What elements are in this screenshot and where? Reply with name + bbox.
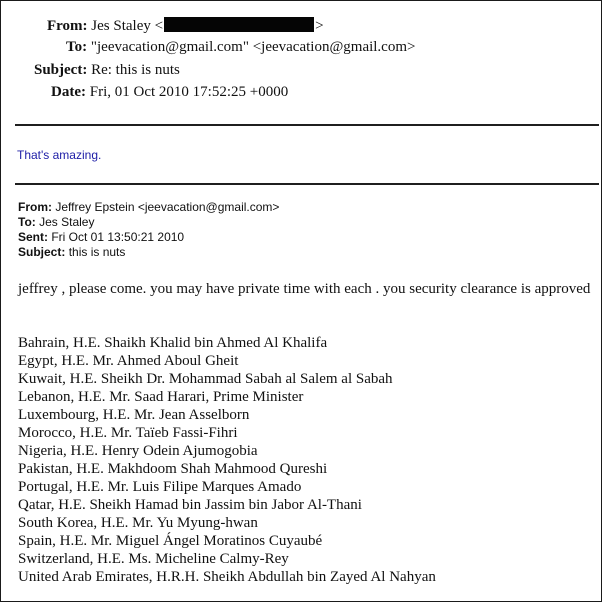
quoted-subject-label: Subject: [18,245,66,259]
quoted-from-label: From: [18,200,52,214]
quoted-to-label: To: [18,215,36,229]
attendee-list [18,334,436,586]
list-item: Luxembourg, H.E. Mr. Jean Asselborn [18,407,250,423]
redaction-bar [164,17,314,32]
quoted-subject-row [18,245,125,259]
list-item: Bahrain, H.E. Shaikh Khalid bin Ahmed Al Khalifa [18,335,328,351]
quoted-subject-value: this is nuts [68,245,126,259]
header-to-value: "jeevacation@gmail.com" <jeevacation@gmail.com> [90,39,416,55]
quoted-to-value: Jes Staley [39,215,95,229]
list-item: Nigeria, H.E. Henry Odein Ajumogobia [18,443,258,459]
quote-divider [15,183,599,185]
list-item: Kuwait, H.E. Sheikh Dr. Mohammad Sabah al Salem al Sabah [18,371,393,387]
list-item: South Korea, H.E. Mr. Yu Myung-hwan [18,515,258,531]
quoted-sent-label: Sent: [18,230,48,244]
header-to-label: To: [66,39,88,55]
list-item: Portugal, H.E. Mr. Luis Filipe Marques Amado [18,479,302,495]
quoted-body-text: jeffrey , please come. you may have private time with each . you security clearance is approved [18,281,591,297]
header-subject-value: Re: this is nuts [91,62,180,78]
list-item: Morocco, H.E. Mr. Taïeb Fassi-Fihri [18,425,238,441]
list-item: Egypt, H.E. Mr. Ahmed Aboul Gheit [18,353,239,369]
header-from-value: Jes Staley < [91,18,164,34]
quoted-from-value: Jeffrey Epstein <jeevacation@gmail.com> [55,200,280,214]
header-date-row [51,84,288,101]
list-item: Pakistan, H.E. Makhdoom Shah Mahmood Qureshi [18,461,328,477]
header-subject-row [34,62,180,79]
quoted-from-row [18,200,279,214]
header-from-close: > [315,18,324,34]
header-from-label: From: [47,18,88,34]
quoted-sent-value: Fri Oct 01 13:50:21 2010 [51,230,185,244]
header-to-row [66,39,415,56]
list-item: Lebanon, H.E. Mr. Saad Harari, Prime Minister [18,389,304,405]
quoted-sent-row [18,230,184,244]
reply-text: That's amazing. [17,148,102,162]
quoted-to-row [18,215,94,229]
header-date-value: Fri, 01 Oct 2010 17:52:25 +0000 [89,84,289,100]
header-from-row [47,17,324,35]
list-item: United Arab Emirates, H.R.H. Sheikh Abdullah bin Zayed Al Nahyan [18,569,436,585]
list-item: Qatar, H.E. Sheikh Hamad bin Jassim bin Jabor Al-Thani [18,497,362,513]
header-subject-label: Subject: [34,62,88,78]
list-item: Switzerland, H.E. Ms. Micheline Calmy-Rey [18,551,289,567]
header-divider [15,124,599,126]
list-item: Spain, H.E. Mr. Miguel Ángel Moratinos Cuyaubé [18,533,323,549]
header-date-label: Date: [51,84,86,100]
